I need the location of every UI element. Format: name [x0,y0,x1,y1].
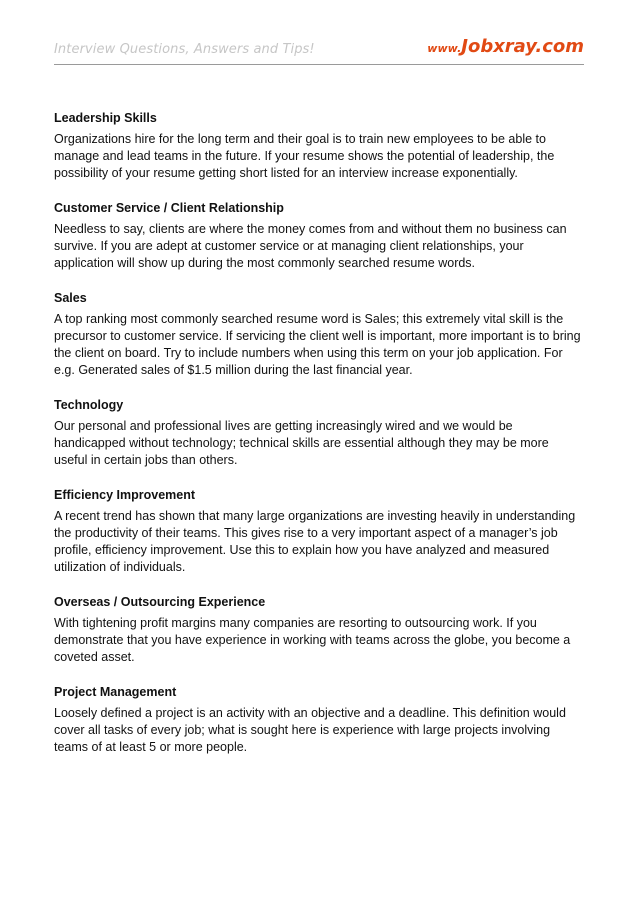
header-divider [54,64,584,65]
section-outsourcing-experience [54,594,584,666]
section-customer-service [54,200,584,272]
section-body: A top ranking most commonly searched resume word is Sales; this extremely vital skill is the precursor to customer service. If servicing the client well is important, more important is to bring the client on board. Try to include numbers when using this term on your job application. For e.g. Generated sales of $1.5 million during the last financial year. [54,312,581,377]
section-body: Organizations hire for the long term and their goal is to train new employees to be able to manage and lead teams in the future. If your resume shows the potential of leadership, the possibility of your resume getting short listed for an interview increase exponentially. [54,132,555,180]
page-header [54,36,584,66]
section-body: Our personal and professional lives are getting increasingly wired and we would be handicapped without technology; technical skills are essential although they may be more useful in certain jobs than others. [54,419,549,467]
site-prefix: www. [427,42,462,55]
document-body [54,110,584,774]
section-title: Leadership Skills [54,111,157,125]
section-title: Customer Service / Client Relationship [54,201,284,215]
section-body: With tightening profit margins many companies are resorting to outsourcing work. If you demonstrate that you have experience in working with teams across the globe, you become a coveted asset. [54,616,571,664]
section-body: A recent trend has shown that many large organizations are investing heavily in understanding the productivity of their teams. This gives rise to a very important aspect of a manager’s job profile, efficiency improvement. Use this to explain how you have analyzed and measured utilization of individuals. [54,509,576,574]
section-body: Needless to say, clients are where the money comes from and without them no business can survive. If you are adept at customer service or at managing client relationships, your application will show up during the most commonly searched resume words. [54,222,567,270]
section-project-management [54,684,584,756]
section-title: Project Management [54,685,177,699]
section-technology [54,397,584,469]
section-title: Efficiency Improvement [54,488,196,502]
section-title: Overseas / Outsourcing Experience [54,595,266,609]
section-title: Sales [54,291,87,305]
site-brand: Jobxray.com [461,36,584,57]
site-link[interactable] [427,36,584,57]
header-tagline: Interview Questions, Answers and Tips! [54,42,315,57]
section-efficiency-improvement [54,487,584,576]
section-body: Loosely defined a project is an activity with an objective and a deadline. This definition would cover all tasks of every job; what is sought here is experience with large projects involving teams of at least 5 or more people. [54,706,566,754]
section-sales [54,290,584,379]
section-title: Technology [54,398,124,412]
section-leadership-skills [54,110,584,182]
